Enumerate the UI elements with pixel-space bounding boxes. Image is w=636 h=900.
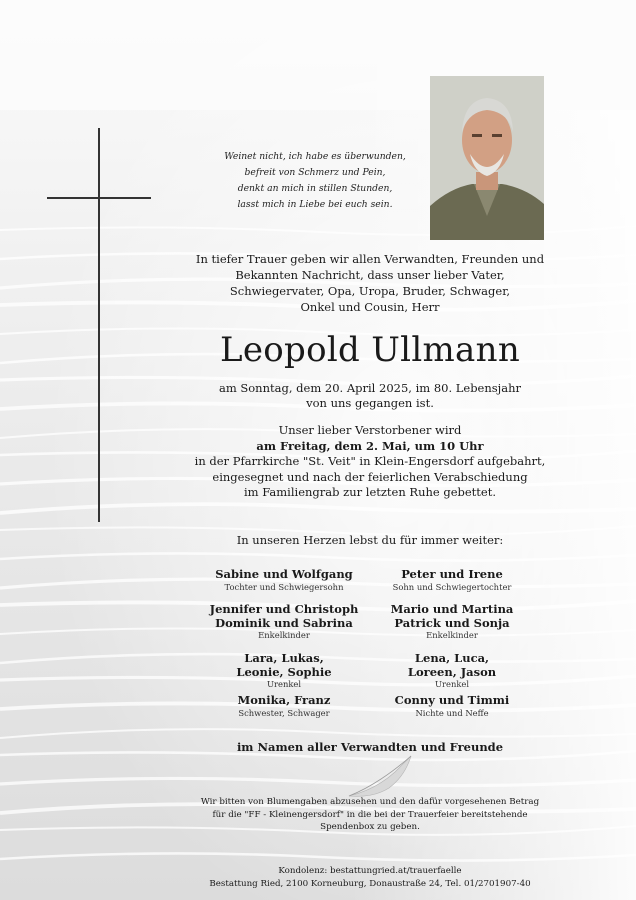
poem-line: lasst mich in Liebe bei euch sein.: [237, 199, 393, 210]
mourner-relation: Tochter und Schwiegersohn: [224, 581, 344, 592]
mourner-names: Lena, Luca,: [414, 651, 490, 665]
note-line: Spendenbox zu geben.: [320, 822, 420, 832]
mourner-names: Jennifer und Christoph: [209, 602, 359, 616]
mourner-names: Patrick und Sonja: [394, 615, 510, 630]
funeral-home-footer: [170, 865, 570, 890]
note-line: Wir bitten von Blumengaben abzusehen und den dafür vorgesehenen Betrag: [200, 797, 540, 807]
death-info: [200, 381, 540, 411]
condolence-link[interactable]: Kondolenz: bestattungried.at/trauerfaelle: [278, 866, 462, 876]
mourner-names: Peter und Irene: [401, 567, 503, 581]
ceremony-line: Unser lieber Verstorbener wird: [278, 423, 462, 437]
mourner-names: Monika, Franz: [237, 693, 331, 707]
mourner-group: [352, 694, 552, 719]
mourner-names: Loreen, Jason: [407, 664, 497, 679]
death-line: von uns gegangen ist.: [306, 396, 434, 410]
mourner-group: [352, 568, 552, 593]
mourner-names: Leonie, Sophie: [236, 664, 332, 679]
poem-line: denkt an mich in stillen Stunden,: [237, 183, 393, 194]
mourner-names: Sabine und Wolfgang: [215, 567, 353, 581]
intro-line: Onkel und Cousin, Herr: [300, 300, 440, 314]
poem-line: befreit von Schmerz und Pein,: [244, 167, 386, 178]
ceremony-detail: in der Pfarrkirche "St. Veit" in Klein-Engersdorf aufgebahrt,: [194, 454, 546, 468]
mourner-relation: Enkelkinder: [426, 630, 478, 640]
mourner-relation: Urenkel: [266, 679, 302, 689]
ceremony-date: am Freitag, dem 2. Mai, um 10 Uhr: [256, 438, 484, 453]
announcement-intro: [190, 251, 550, 315]
mourner-relation: Enkelkinder: [258, 630, 310, 640]
mourner-names: Lara, Lukas,: [244, 651, 324, 665]
deceased-portrait: [430, 76, 544, 240]
poem-line: Weinet nicht, ich habe es überwunden,: [224, 151, 406, 162]
mourner-relation: Nichte und Neffe: [415, 707, 489, 718]
intro-line: Schwiegervater, Opa, Uropa, Bruder, Schwager,: [229, 284, 511, 298]
intro-line: Bekannten Nachricht, dass unser lieber Vater,: [235, 268, 505, 282]
mourner-group: [352, 652, 552, 690]
feather-icon: [345, 752, 415, 802]
donation-note: [190, 796, 550, 834]
ceremony-detail: eingesegnet und nach der feierlichen Verabschiedung: [212, 469, 528, 484]
intro-line: In tiefer Trauer geben wir allen Verwandten, Freunden und: [195, 252, 545, 266]
mourner-names: Conny und Timmi: [394, 693, 510, 707]
motto: In unseren Herzen lebst du für immer weiter:: [236, 533, 504, 547]
mourner-names: Dominik und Sabrina: [215, 615, 353, 630]
mourner-relation: Sohn und Schwiegertochter: [392, 581, 512, 592]
cross-vertical: [98, 128, 100, 522]
ceremony-detail: im Familiengrab zur letzten Ruhe gebettet.: [243, 485, 497, 499]
funeral-home-address: Bestattung Ried, 2100 Korneuburg, Donaustraße 24, Tel. 01/2701907-40: [209, 878, 531, 889]
mourner-relation: Schwester, Schwager: [238, 707, 330, 718]
poem: [200, 149, 430, 213]
ceremony-info: [180, 423, 560, 501]
cross-horizontal: [47, 197, 151, 199]
note-line: für die "FF - Kleinengersdorf" in die bei der Trauerfeier bereitstehende: [212, 809, 528, 820]
deceased-name: Leopold Ullmann: [219, 330, 521, 370]
mourner-relation: Urenkel: [434, 679, 470, 689]
mourner-names: Mario und Martina: [390, 602, 514, 616]
mourner-group: [352, 603, 552, 641]
closing-line: im Namen aller Verwandten und Freunde: [236, 740, 504, 754]
death-line: am Sonntag, dem 20. April 2025, im 80. Lebensjahr: [218, 381, 522, 395]
